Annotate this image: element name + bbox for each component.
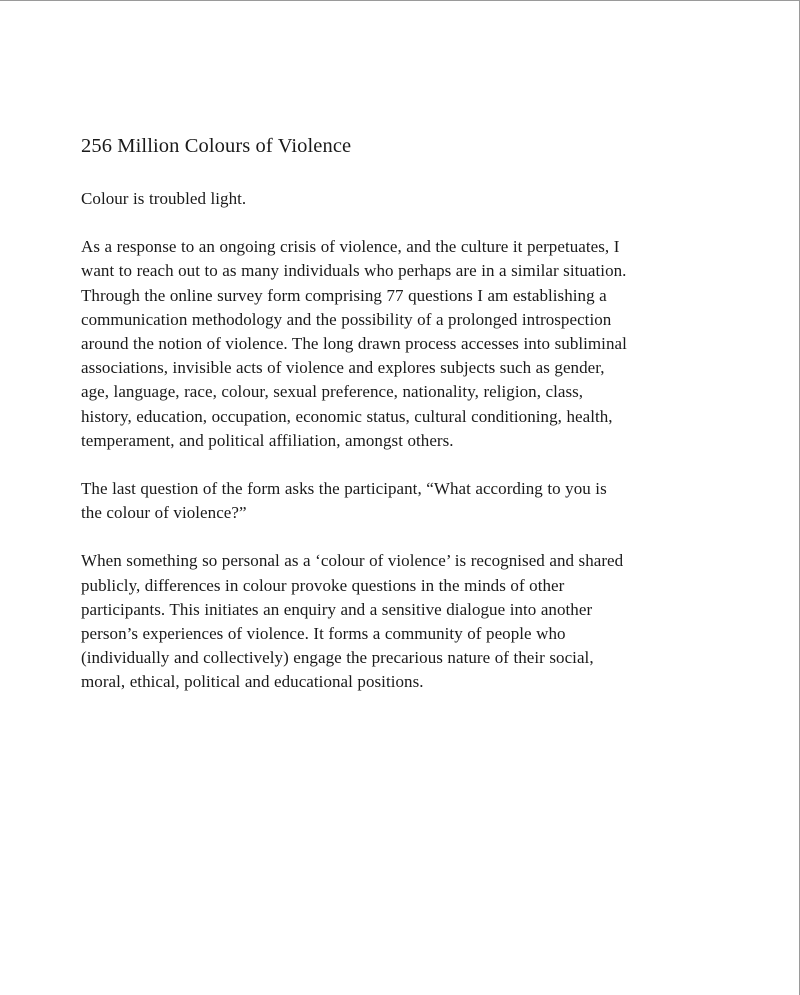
- document-body: [81, 133, 629, 695]
- paragraph-project-description: As a response to an ongoing crisis of violence, and the culture it perpetuates, I want to reach out to as many individuals who perhaps are in a similar situation. Through the online survey form comprising 77 questions I am establishing a communication methodology and the possibility of a prolonged introspection around the notion of violence. The long drawn process accesses into subliminal associations, invisible acts of violence and explores subjects such as gender, age, language, race, colour, sexual preference, nationality, religion, class, history, education, occupation, economic status, cultural conditioning, health, temperament, and political affiliation, amongst others.: [81, 237, 627, 450]
- paragraph-opening-line: Colour is troubled light.: [81, 189, 247, 208]
- page-title: 256 Million Colours of Violence: [81, 135, 352, 157]
- paragraph-final-question: The last question of the form asks the participant, “What according to you is the colour of violence?”: [81, 479, 607, 523]
- paragraph-community-response: When something so personal as a ‘colour of violence’ is recognised and shared publicly, differences in colour provoke questions in the minds of other participants. This initiates an enquiry and a sensitive dialogue into another person’s experiences of violence. It forms a community of people who (individually and collectively) engage the precarious nature of their social, moral, ethical, political and educational positions.: [81, 551, 624, 692]
